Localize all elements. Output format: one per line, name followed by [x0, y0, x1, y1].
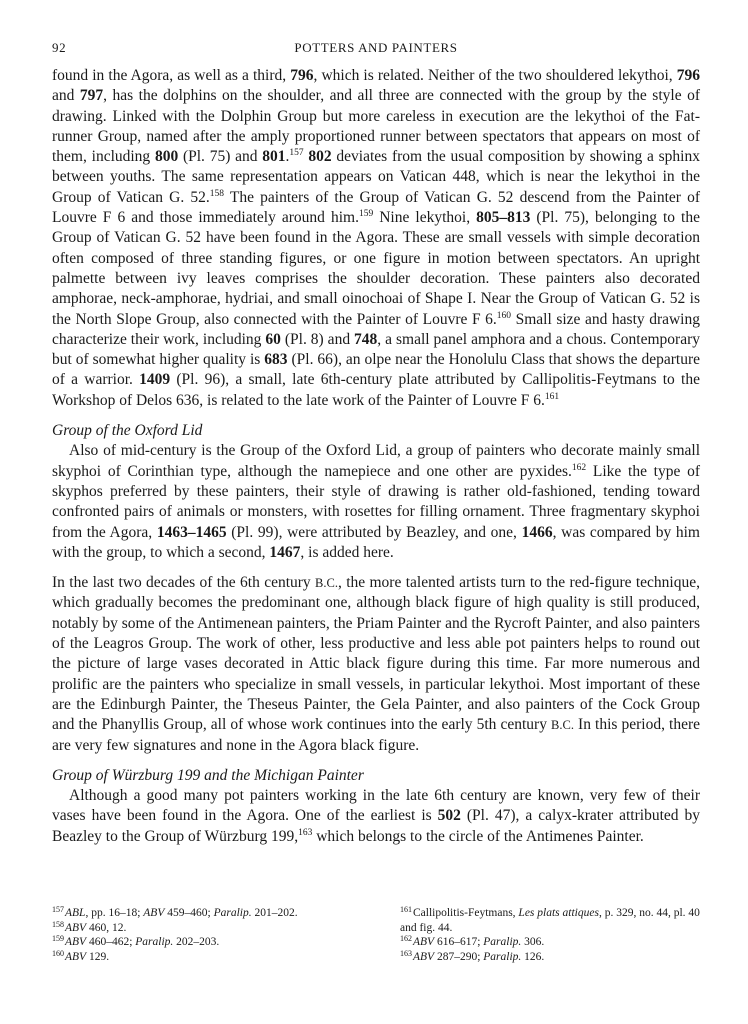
text-run: (Pl. 66), an olpe near the Honolulu Class that shows the departure of a warrior.	[52, 351, 700, 389]
catalogue-number: 60	[265, 330, 281, 348]
footnote-number: 161	[400, 905, 412, 914]
footnote-number: 158	[52, 919, 64, 929]
paragraph	[52, 573, 700, 756]
page-number: 92	[52, 40, 67, 55]
text-run: 201–202.	[251, 907, 298, 919]
footnote-number: 160	[52, 948, 64, 958]
italic-text: ABV	[143, 907, 165, 919]
text-run: 287–290;	[434, 950, 484, 963]
catalogue-number: 797	[79, 87, 104, 105]
italic-text: Les plats attiques	[518, 907, 599, 919]
footnote	[52, 935, 382, 950]
text-run: (Pl. 47), a calyx-krater attributed by Beazley to the Group of Würzburg 199,	[52, 807, 700, 845]
footnote	[52, 921, 382, 936]
footnote	[400, 935, 700, 950]
paragraph	[52, 441, 700, 563]
catalogue-number: 502	[437, 807, 461, 825]
footnote	[400, 950, 700, 965]
footnote	[52, 950, 382, 965]
body-text	[52, 66, 700, 847]
text-run: (Pl. 75), belonging to the Group of Vatican G. 52 have been found in the Agora. These are small vessels with simple decoration often composed of three standing figures, or one figure in motion between spectators. An upright palmette between ivy leaves comprises the shoulder decoration. These painters also decorated amphorae, neck-amphorae, hydriai, and small oinochoai of Shape I. Near the Group of Vatican G. 52 is the North Slope Group, also connected with the Painter of Louvre F 6.	[52, 209, 700, 328]
footnote-number: 163	[400, 948, 412, 958]
italic-text: ABV	[65, 950, 87, 963]
text-run: (Pl. 75) and	[178, 148, 263, 166]
footnote-ref: 163	[298, 827, 313, 838]
footnote-ref: 162	[571, 462, 587, 473]
catalogue-number: 1467	[269, 543, 301, 561]
small-caps-text: B.C.	[551, 718, 574, 733]
small-caps-text: B.C.	[315, 576, 338, 591]
text-run: (Pl. 8) and	[280, 330, 355, 348]
italic-text: ABV	[65, 936, 87, 948]
text-run: , p. 329, no. 44, pl. 40 and fig. 44.	[400, 907, 700, 934]
italic-text: ABV	[413, 950, 435, 963]
catalogue-number: 748	[354, 330, 378, 348]
section-heading: Group of the Oxford Lid	[52, 422, 203, 440]
text-run: Also of mid-century is the Group of the Oxford Lid, a group of painters who decorate mainly small skyphoi of Corinthian type, although the namepiece and one other are pyxides.	[52, 442, 700, 480]
text-run: Although a good many pot painters working in the late 6th century are known, very few of their vases have been found in the Agora. One of the earliest is	[52, 787, 700, 825]
italic-text: Paralip.	[135, 936, 174, 948]
footnote-ref: 158	[209, 188, 225, 199]
italic-text: ABL	[65, 907, 86, 919]
text-run: 129.	[86, 950, 110, 963]
italic-text: Paralip.	[483, 936, 522, 948]
text-run: found in the Agora, as well as a third,	[52, 67, 291, 84]
footnotes-left-column	[52, 906, 382, 964]
italic-text: Paralip.	[213, 907, 252, 919]
text-run: Like the type of skyphos preferred by these painters, their style of drawing is rather old-fashioned, tending toward confronted pairs of animals or monsters, with rosettes for filling ornament. Three fragmentary skyphoi from the Agora,	[52, 462, 700, 541]
catalogue-number: 796	[676, 67, 700, 84]
text-run: , has the dolphins on the shoulder, and all three are connected with the group by the style of drawing. Linked with the Dolphin Group but more careless in execution are the lekythoi of the Fat-runner Group, named after the amply proportioned runner between spectators that appears on most of them, including	[52, 87, 700, 166]
text-run: 459–460;	[164, 907, 214, 919]
italic-text: Paralip.	[483, 950, 522, 963]
text-run: 202–203.	[173, 936, 220, 948]
text-run: 460–462;	[86, 936, 136, 948]
text-run: 616–617;	[434, 936, 484, 948]
catalogue-number: 805–813	[476, 209, 531, 227]
running-head	[52, 40, 700, 60]
text-run: , a small panel amphora and a chous. Contemporary but of somewhat higher quality is	[52, 330, 700, 369]
footnote	[52, 906, 382, 921]
footnotes	[52, 906, 700, 964]
paragraph	[52, 786, 700, 847]
footnote-number: 157	[52, 905, 64, 914]
section-heading: Group of Würzburg 199 and the Michigan Painter	[52, 766, 364, 784]
catalogue-number: 1463–1465	[156, 523, 227, 541]
footnote-ref: 160	[496, 310, 512, 321]
text-run: Small size and hasty drawing characterize their work, including	[52, 310, 700, 348]
text-run: (Pl. 96), a small, late 6th-century plate attributed by Callipolitis-Feytmans to the Workshop of Delos 636, is related to the late work of the Painter of Louvre F 6.	[52, 371, 700, 409]
text-run: which belongs to the circle of the Antimenes Painter.	[312, 827, 644, 845]
italic-text: ABV	[413, 936, 435, 948]
footnote-ref: 161	[544, 391, 560, 402]
text-run: Nine lekythoi,	[373, 209, 477, 227]
text-run: 126.	[521, 950, 545, 963]
text-run: , was compared by him with the group, to which a second,	[52, 523, 700, 561]
text-run: , is added here.	[300, 543, 394, 561]
catalogue-number: 796	[290, 67, 314, 84]
footnote-ref: 159	[358, 209, 374, 220]
footnote	[400, 906, 700, 935]
footnote-number: 162	[400, 934, 412, 943]
text-run: .	[285, 148, 290, 166]
catalogue-number: 801	[262, 148, 286, 166]
text-run: and	[52, 87, 80, 105]
text-run: In the last two decades of the 6th century	[52, 574, 316, 592]
footnote-ref: 157	[289, 148, 304, 159]
catalogue-number: 802	[308, 148, 332, 166]
text-run: The painters of the Group of Vatican G. 52 descend from the Painter of Louvre F 6 and those immediately around him.	[52, 188, 700, 227]
text-run: 306.	[521, 936, 545, 948]
paragraph	[52, 66, 700, 411]
catalogue-number: 800	[154, 148, 179, 166]
text-run: 460, 12.	[86, 921, 127, 934]
footnote-number: 159	[52, 934, 64, 943]
catalogue-number: 683	[264, 351, 288, 369]
catalogue-number: 1409	[139, 371, 171, 389]
running-title: POTTERS AND PAINTERS	[294, 40, 458, 55]
text-run: In this period, there are very few signatures and none in the Agora black figure.	[52, 716, 700, 754]
text-run: deviates from the usual composition by showing a sphinx between youths. The same representation appears on Vatican 448, which is near the lekythoi in the Group of Vatican G. 52.	[52, 148, 700, 206]
footnotes-right-column	[400, 906, 700, 964]
text-run: (Pl. 99), were attributed by Beazley, and one,	[226, 523, 522, 541]
text-run: , which is related. Neither of the two shouldered lekythoi,	[313, 67, 677, 84]
italic-text: ABV	[65, 921, 87, 934]
catalogue-number: 1466	[521, 523, 553, 541]
text-run: , pp. 16–18;	[85, 907, 144, 919]
text-run: , the more talented artists turn to the red-figure technique, which gradually becomes the predominant one, although black figure of high quality is still produced, notably by some of the Antimenean painters, the Priam Painter and the Rycroft Painter, and also painters of the Leagros Group. The work of other, less productive and less able pot painters helps to round out the picture of large vases decorated in Attic black figure during this time. Far more numerous and prolific are the painters who specialize in small vessels, in particular lekythoi. Most important of these are the Edinburgh Painter, the Theseus Painter, the Gela Painter, and also painters of the Cock Group and the Phanyllis Group, all of whose work continues into the early 5th century	[52, 574, 700, 734]
text-run: Callipolitis-Feytmans,	[413, 907, 519, 919]
